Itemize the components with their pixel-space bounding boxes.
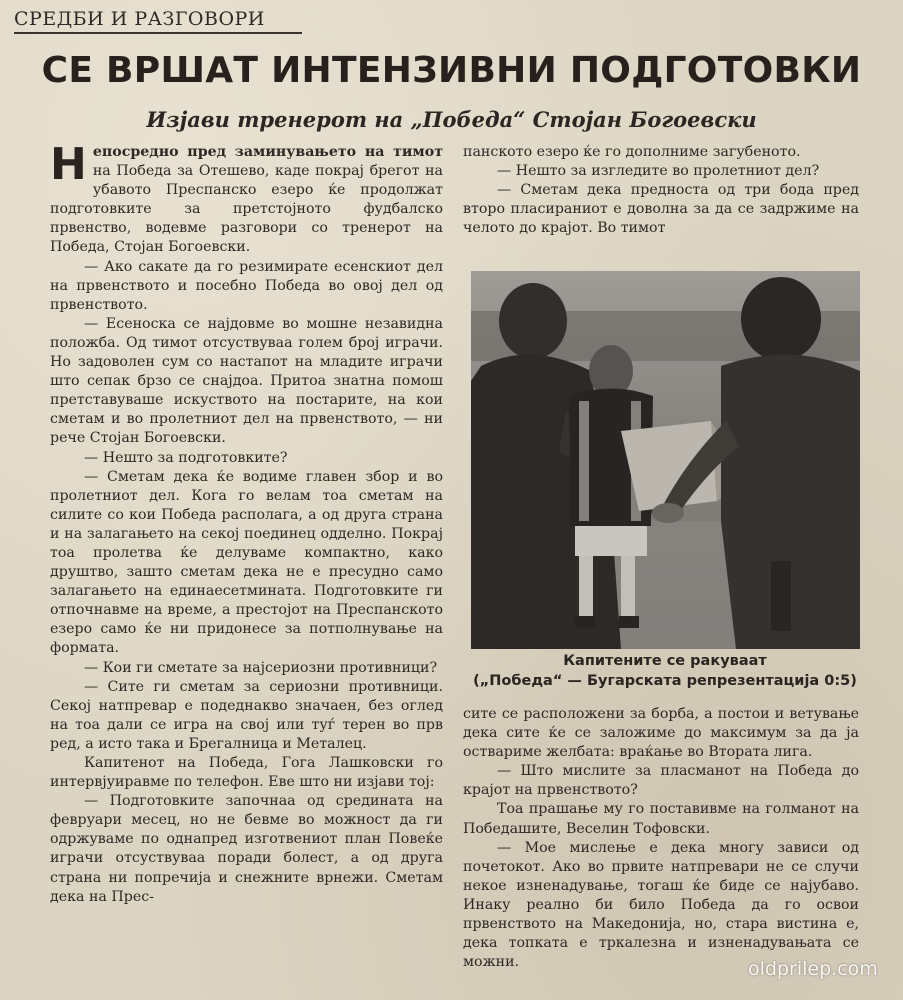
paragraph: — Ако сакате да го резимирате есенскиот дел на првенството и посебно Победа во овој дел од првенството. <box>50 258 443 313</box>
paragraph: — Сметам дека ќе водиме главен збор и во пролетниот дел. Кога го велам тоа сметам на силите со кои Победа располага, а од друга страна и на залагањето на секој поединец одделно. Покрај тоа пролетва ќе делуваме компактно, како друштво, зашто сметам дека не е пресудно само залагањето на единаесетмината. Подготовките ги отпочнавме на време, а престојот на Преспанското езеро само ќе ни придонесе за потполнување на формата. <box>50 468 443 657</box>
photo-caption-line2: („Победа“ — Бугарската репрезентација 0:5) <box>473 673 857 689</box>
drop-cap: Н <box>50 139 87 190</box>
paragraph: — Подготовките започнаа од средината на февруари месец, но не бевме во можност да ги одржуваме по однапред изготвениот план Повеќе играчи отсуствуваа поради болест, а од друга страна ни попречија и снежните врнежи. Сметам дека на Прес- <box>50 793 443 905</box>
paragraph: — Што мислите за пласманот на Победа до крајот на првенството? <box>463 763 859 799</box>
paragraph: — Кои ги сметате за најсериозни противници? <box>84 659 438 676</box>
paragraph: — Нешто за изгледите во пролетниот дел? <box>497 163 820 180</box>
section-label: СРЕДБИ И РАЗГОВОРИ <box>14 8 302 34</box>
lead-text: на Победа за Отешево, каде покрај брегот на убавото Преспанско езеро ќе продолжат подготовките за претстојното фудбалско првенство, водевме разговори со тренерот на Победа, Стојан Богоевски. <box>50 163 443 256</box>
paragraph: — Мое мислење е дека многу зависи од почетокот. Ако во првите натпревари не се случи некое изненадување, тогаш ќе биде се најубаво. Инаку реално би било Победа да го освои првенството на Македонија, но, стара вистина е, дека топката е тркалезна и изненадувањата се можни. <box>463 839 859 971</box>
article-column-right-bottom <box>463 705 859 972</box>
lead-paragraph <box>50 139 443 258</box>
subheadline: Изјави тренерот на „Победа“ Стојан Богоевски <box>146 107 757 132</box>
article-column-right-top <box>463 143 859 267</box>
watermark: oldprilep.com <box>748 958 878 980</box>
paragraph: — Есеноска се најдовме во мошне незавидна положба. Од тимот отсуствуваа голем број играчи. Но задоволен сум со настапот на младите играчи што сепак брзо се снајдоа. Притоа знатна помош претставуваше искуството на постарите, на кои сметам и во пролетниот дел на првенството, — ни рече Стојан Богоевски. <box>50 315 443 447</box>
paragraph: панското езеро ќе го дополниме загубеното. <box>463 144 801 160</box>
lead-bold-text: епосредно пред заминувањето на тимот <box>92 144 443 160</box>
paragraph: Тоа прашање му го поставивме на голманот на Победашите, Веселин Тофовски. <box>463 801 859 837</box>
paragraph: — Нешто за подготовките? <box>84 449 288 466</box>
headline: СЕ ВРШАТ ИНТЕНЗИВНИ ПОДГОТОВКИ <box>41 50 862 91</box>
photo-caption <box>440 651 890 691</box>
paragraph: Капитенот на Победа, Гога Лашковски го интервјуиравме по телефон. Еве што ни изјави тој: <box>50 755 443 791</box>
captains-handshake-photo <box>471 271 860 649</box>
paragraph: сите се расположени за борба, а постои и ветување дека сите ќе се заложиме до максимум за да ја оствариме желбата: враќање во Втората лига. <box>463 706 859 761</box>
photo-caption-line1: Капитените се ракуваат <box>563 653 767 669</box>
paragraph: — Сметам дека предноста од три бода пред второ пласираниот е доволна за да се задржиме на челото до крајот. Во тимот <box>463 182 859 237</box>
paragraph: — Сите ги сметам за сериозни противници. Секој натпревар е подеднакво значаен, без оглед на тоа дали се игра на свој или туѓ терен во прв ред, а исто така и Брегалница и Металец. <box>50 678 443 752</box>
article-column-left <box>50 139 443 907</box>
